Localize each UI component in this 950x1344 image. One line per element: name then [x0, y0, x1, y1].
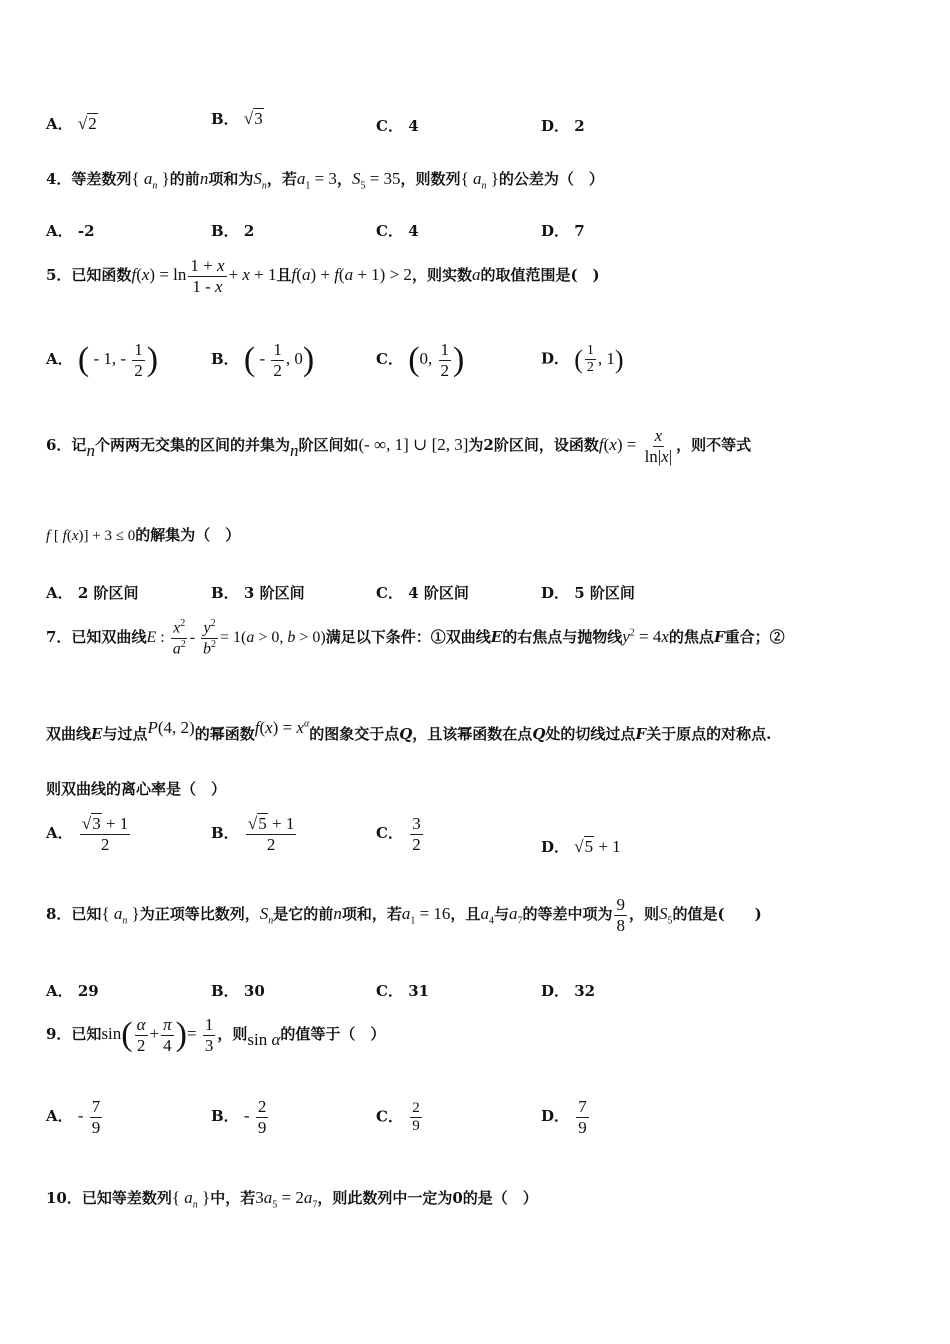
q10-stem: 10．已知等差数列{ $a_n$ }中，若$3a_5 = 2a_7$，则此数列中一定为0的是（ ） [46, 1188, 538, 1211]
q9-option-a[interactable]: A． - $\frac{7}{9}$ [46, 1097, 101, 1137]
q4-option-a[interactable]: A． -2 [46, 222, 95, 240]
q4-option-d[interactable]: D． 7 [541, 222, 585, 240]
q3-option-d[interactable]: D． 2 [541, 117, 585, 135]
q6-option-b[interactable]: B． 3 阶区间 [211, 584, 305, 602]
q7-option-d[interactable]: D． √5 + 1 [541, 837, 621, 856]
q5-option-b[interactable]: B． ( - $\frac{1}{2}$ , 0) [211, 340, 315, 380]
q8-option-a[interactable]: A． 29 [46, 982, 99, 1000]
q7-stem-cont: 双曲线E与过点P(4, 2)的幂函数$f(x) = x^\alpha$的图象交于点Q，且该幂函数在点Q处的切线过点F关于原点的对称点. [46, 718, 772, 743]
q3-option-b[interactable]: B． √3 [211, 109, 263, 128]
q9-option-c[interactable]: C． $\frac{2}{9}$ [376, 1100, 420, 1135]
q5-option-c[interactable]: C． (0, $\frac{1}{2}$ ) [376, 340, 465, 380]
q3-option-c[interactable]: C． 4 [376, 117, 419, 135]
q8-option-d[interactable]: D． 32 [541, 982, 596, 1000]
q7-option-b[interactable]: B． $\frac{√5 + 1}{2}$ [211, 814, 295, 854]
q6-stem-cont: f [ f(x)] + 3 ≤ 0的解集为（ ） [46, 526, 241, 544]
q7-stem: 7．已知双曲线E : $\frac{x^2}{a^2}$ - $\frac{y^2}{b^2}$ = 1(a > 0, b > 0)满足以下条件：①双曲线E的右焦点与抛物线$y^2 = 4x$的焦点F重合；② [46, 618, 785, 658]
q5-stem: 5．已知函数f(x) = ln $\frac{1 + x}{1 - x}$ + x + 1且f(a) + f(a + 1) > 2，则实数a的取值范围是( ) [46, 256, 600, 296]
q5-option-a[interactable]: A． ( - 1, - $\frac{1}{2}$ ) [46, 340, 159, 380]
q6-stem: 6．记n个两两无交集的区间的并集为n阶区间如(- ∞, 1] ∪ [2, 3]为2阶区间，设函数f(x) = $\frac{x}{\ln|x|}$ ，则不等式 [46, 426, 752, 466]
q6-option-d[interactable]: D． 5 阶区间 [541, 584, 635, 602]
q7-option-a[interactable]: A． $\frac{√3 + 1}{2}$ [46, 814, 129, 854]
q7-option-c[interactable]: C． $\frac{3}{2}$ [376, 814, 421, 854]
q8-option-b[interactable]: B． 30 [211, 982, 265, 1000]
q4-stem: 4．等差数列{ $a_n$ }的前n项和为$S_n$，若$a_1 = 3$，$S_5 = 35$，则数列{ $a_n$ }的公差为（ ） [46, 169, 604, 192]
q8-stem: 8．已知{ $a_n$ }为正项等比数列，$S_n$是它的前n项和，若$a_1 = 16$，且$a_4$与$a_7$的等差中项为 $\frac{9}{8}$ ，则$S_5$的值是( ) [46, 895, 762, 935]
q4-option-c[interactable]: C． 4 [376, 222, 419, 240]
q3-option-a[interactable]: A． √2 [46, 114, 97, 133]
q9-option-d[interactable]: D． $\frac{7}{9}$ [541, 1097, 587, 1137]
q6-option-c[interactable]: C． 4 阶区间 [376, 584, 469, 602]
q4-option-b[interactable]: B． 2 [211, 222, 255, 240]
q9-option-b[interactable]: B． - $\frac{2}{9}$ [211, 1097, 267, 1137]
q8-option-c[interactable]: C． 31 [376, 982, 430, 1000]
q6-option-a[interactable]: A． 2 阶区间 [46, 584, 139, 602]
q9-stem: 9．已知sin( $\frac{\alpha}{2}$ + $\frac{\pi}{4}$ )= $\frac{1}{3}$ ，则sin α的值等于（ ） [46, 1015, 386, 1055]
q5-option-d[interactable]: D． ( $\frac{1}{2}$ , 1) [541, 343, 624, 376]
q7-stem-end: 则双曲线的离心率是（ ） [46, 780, 227, 798]
